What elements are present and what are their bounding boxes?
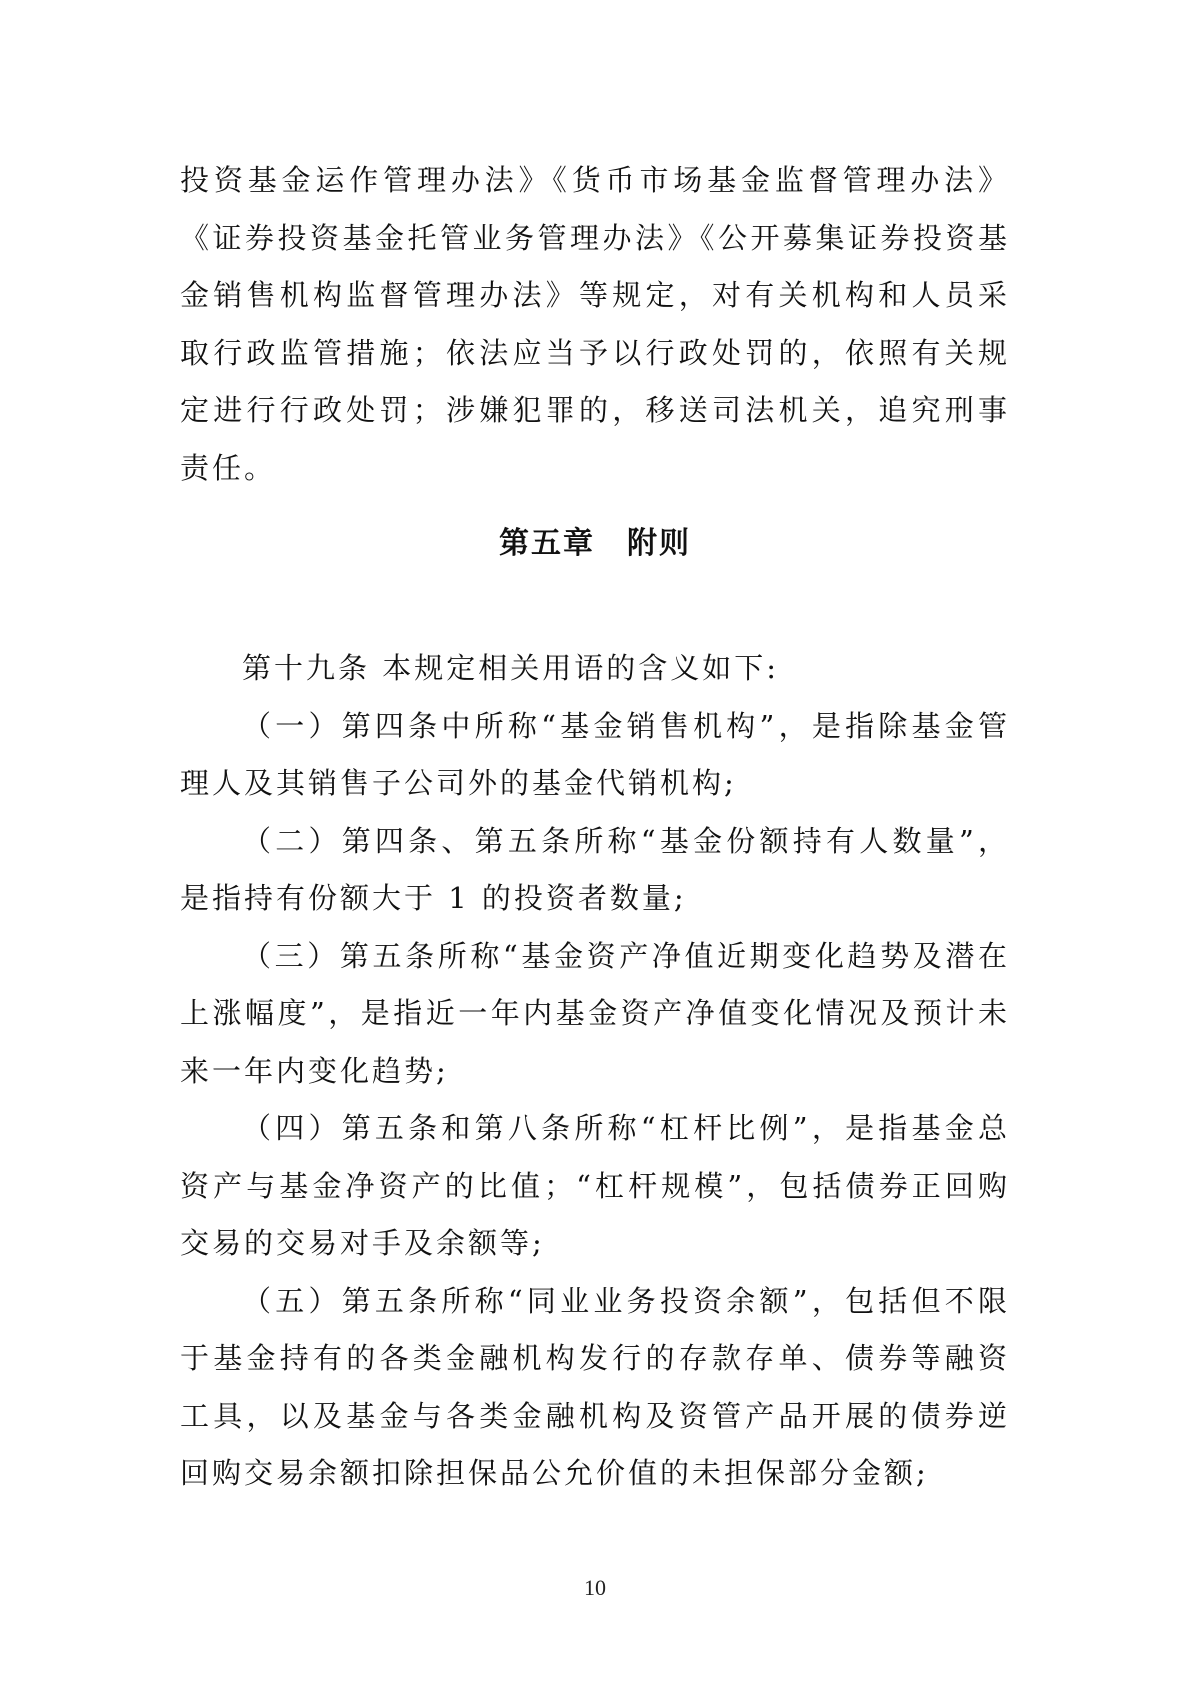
definition-item-3: （三）第五条所称“基金资产净值近期变化趋势及潜在上涨幅度”，是指近一年内基金资产净值变化情况及预计未来一年内变化趋势;: [180, 938, 1010, 1088]
chapter-title: 第五章 附则: [499, 526, 691, 561]
page-number: 10: [584, 1575, 606, 1600]
intro-paragraph: 投资基金运作管理办法》《货币市场基金监督管理办法》《证券投资基金托管业务管理办法》《公开募集证券投资基金销售机构监督管理办法》等规定，对有关机构和人员采取行政监管措施；依法应当予以行政处罚的，依照有关规定进行行政处罚；涉嫌犯罪的，移送司法机关，追究刑事责任。: [180, 163, 1010, 485]
definitions-section: [180, 640, 1010, 1503]
intro-section: [180, 152, 1010, 497]
article-19-heading: 第十九条 本规定相关用语的含义如下:: [242, 651, 779, 685]
definition-item-5: （五）第五条所称“同业业务投资余额”，包括但不限于基金持有的各类金融机构发行的存款存单、债券等融资工具，以及基金与各类金融机构及资管产品开展的债券逆回购交易余额扣除担保品公允价值的未担保部分金额;: [180, 1283, 1010, 1490]
definition-item-4: （四）第五条和第八条所称“杠杆比例”，是指基金总资产与基金净资产的比值；“杠杆规模”，包括债券正回购交易的交易对手及余额等;: [180, 1111, 1010, 1260]
definition-item-2: （二）第四条、第五条所称“基金份额持有人数量”，是指持有份额大于 1 的投资者数量;: [180, 823, 1010, 915]
definition-item-1: （一）第四条中所称“基金销售机构”，是指除基金管理人及其销售子公司外的基金代销机构;: [180, 708, 1010, 800]
